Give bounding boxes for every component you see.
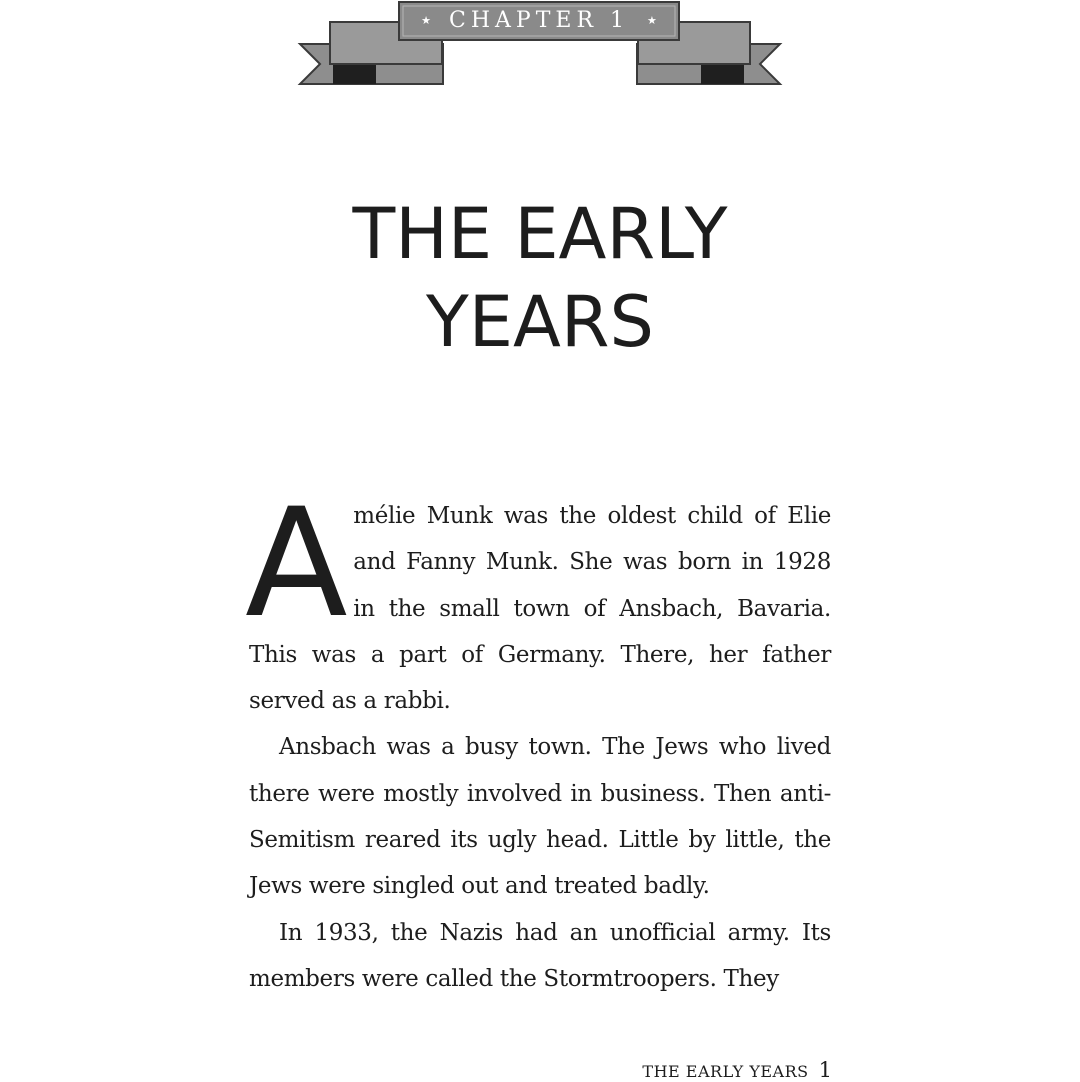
paragraph-1-text: mélie Munk was the oldest child of Elie and Fanny Munk. She was born in 1928 in the small town of Ansbach, Bavaria. This was a part of Germany. There, her father served as a rabbi.: [249, 503, 831, 715]
page-footer: [560, 1058, 832, 1082]
page-number: 1: [818, 1058, 832, 1082]
chapter-title: [0, 190, 1080, 366]
star-right-icon: ★: [647, 13, 657, 27]
paragraph-3: In 1933, the Nazis had an unofficial army. Its members were called the Stormtroopers. They: [249, 919, 831, 992]
running-title: THE EARLY YEARS: [642, 1062, 809, 1081]
paragraph-2: Ansbach was a busy town. The Jews who lived there were mostly involved in business. Then anti-Semitism reared its ugly head. Little by little, the Jews were singled out and treated badly.: [249, 734, 831, 900]
star-left-icon: ★: [421, 13, 431, 27]
paragraph-1: [245, 477, 831, 724]
chapter-label: [399, 3, 679, 37]
drop-cap: A: [245, 477, 348, 651]
chapter-title-line-1: THE EARLY: [352, 193, 728, 275]
body-text: [245, 477, 831, 1002]
chapter-number-text: CHAPTER 1: [449, 7, 629, 33]
chapter-ribbon: [0, 0, 1080, 90]
chapter-title-line-2: YEARS: [426, 281, 654, 363]
